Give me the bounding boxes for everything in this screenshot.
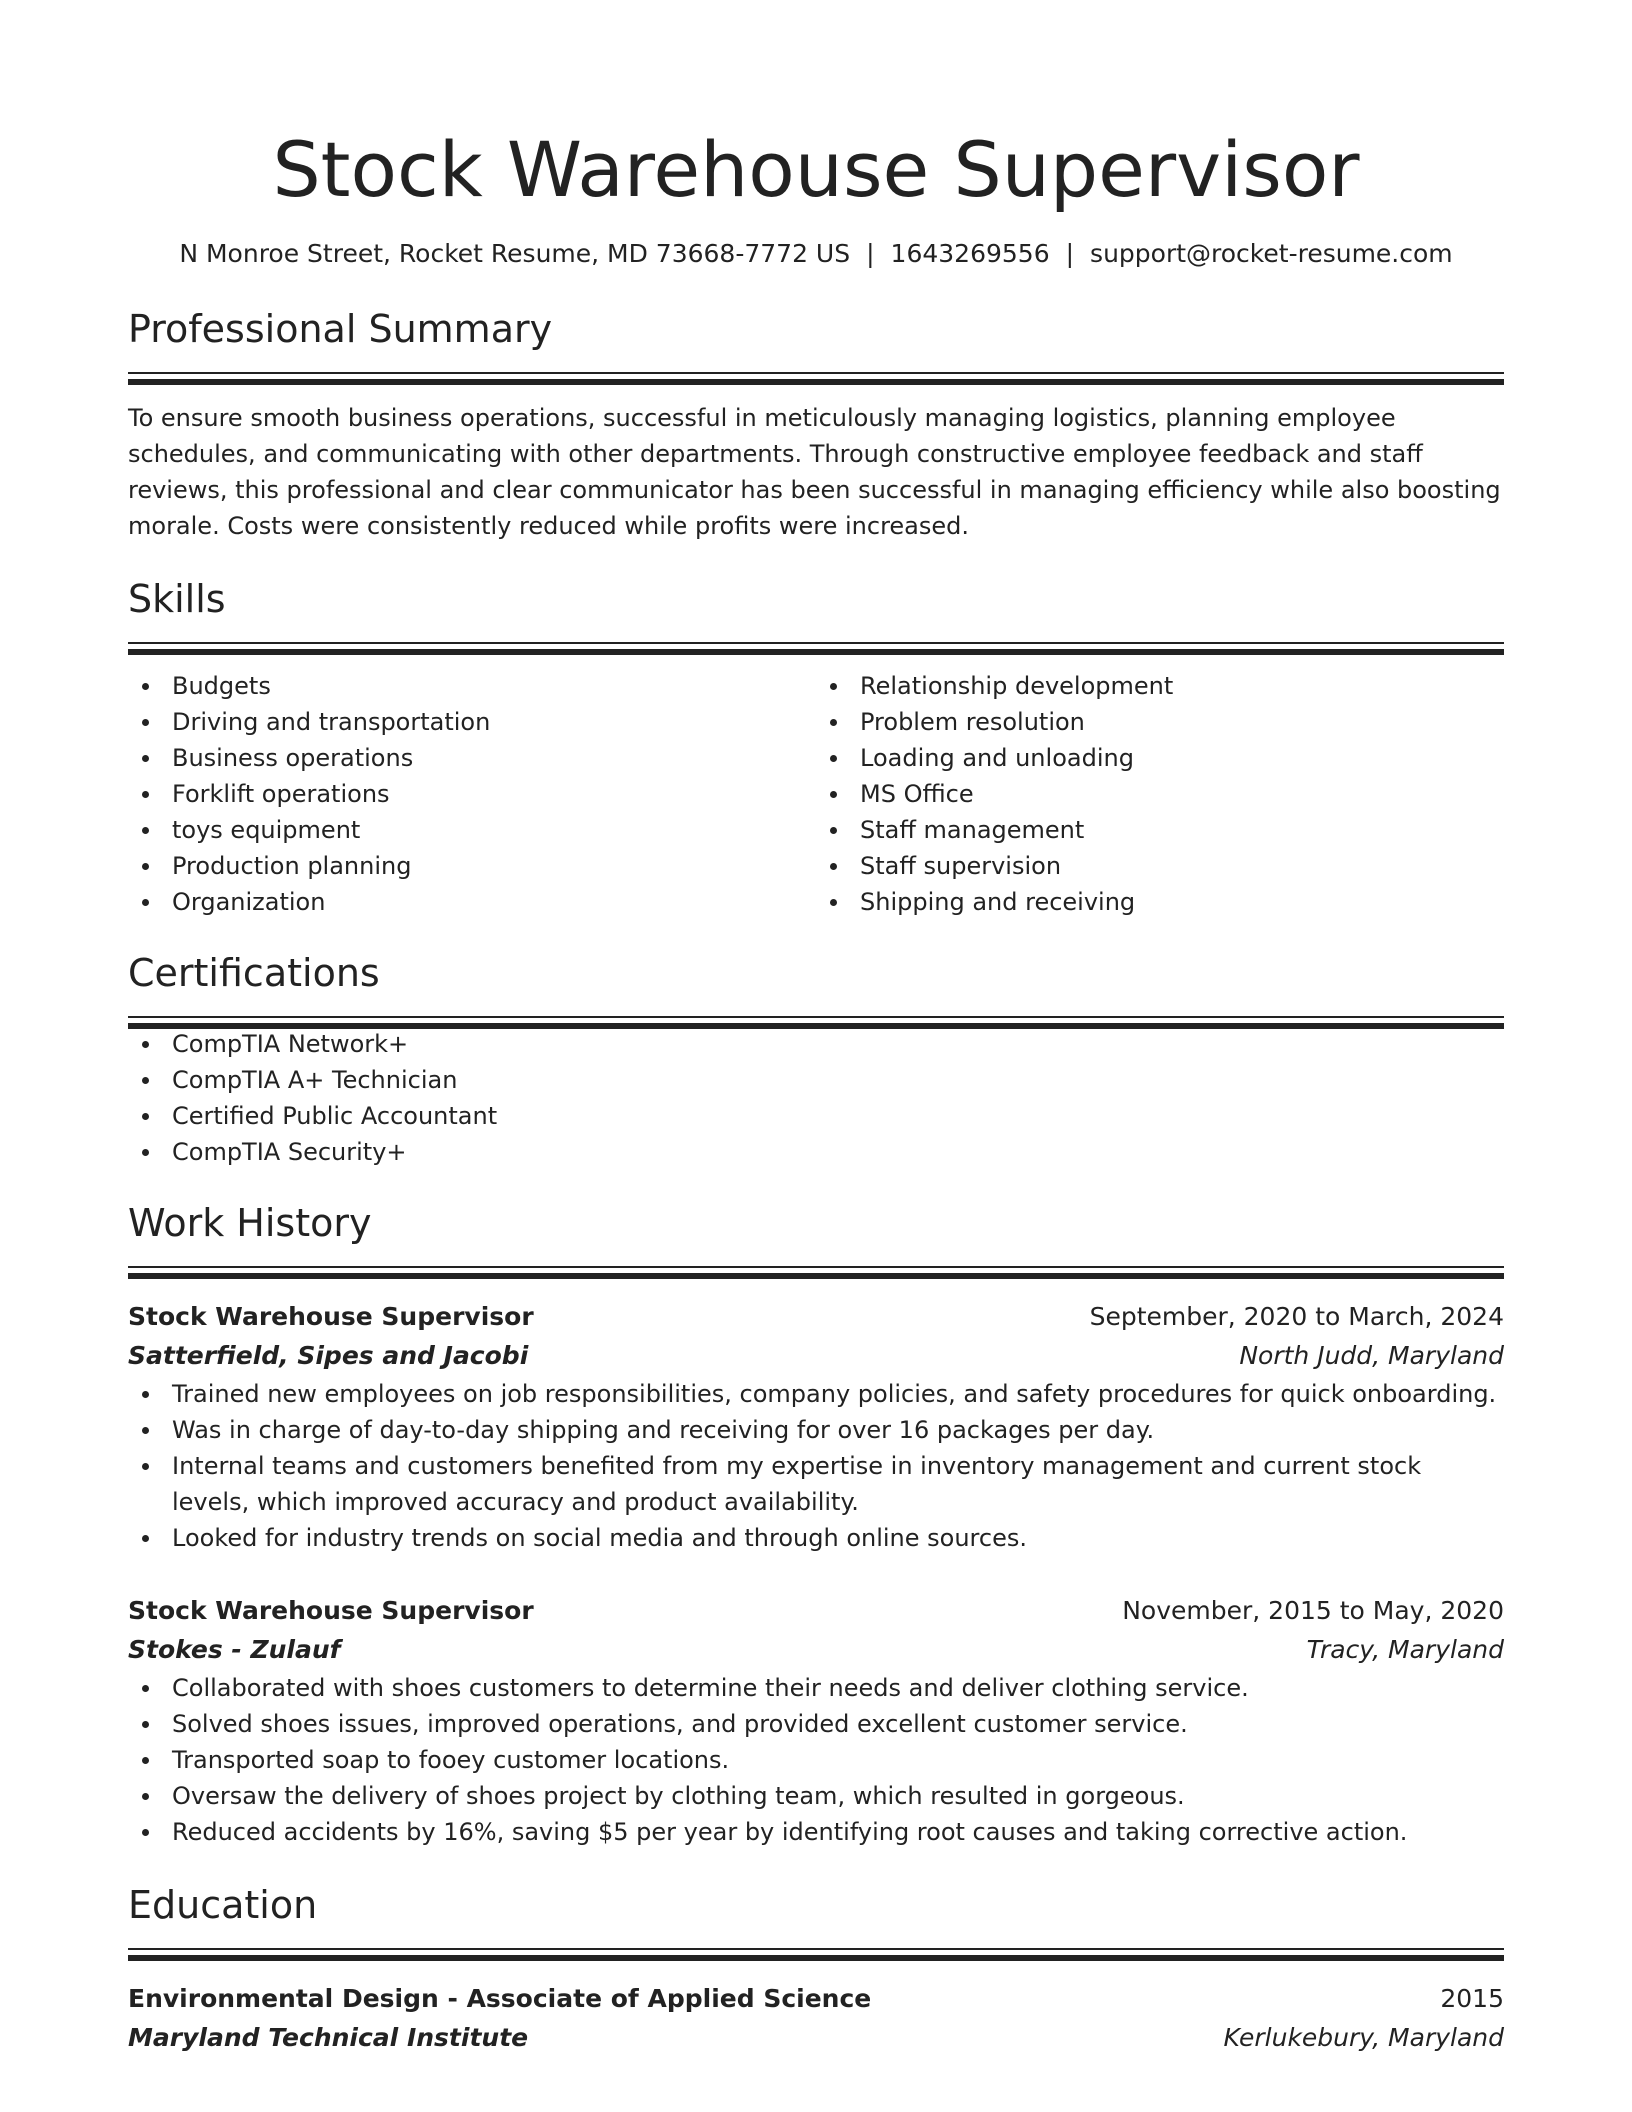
- skill-item: toys equipment: [128, 812, 816, 848]
- skill-item: Production planning: [128, 848, 816, 884]
- section-title-skills: Skills: [128, 577, 226, 621]
- section-divider: [128, 1948, 1504, 1958]
- job-location: Tracy, Maryland: [1306, 1635, 1504, 1664]
- job-bullet: Transported soap to fooey customer locations.: [128, 1742, 1504, 1778]
- certification-item: CompTIA Network+: [128, 1026, 1504, 1062]
- certification-item: CompTIA Security+: [128, 1134, 1504, 1170]
- section-divider: [128, 642, 1504, 652]
- section-title-summary: Professional Summary: [128, 307, 553, 351]
- section-divider: [128, 1266, 1504, 1276]
- job-company: Stokes - Zulauf: [128, 1635, 341, 1664]
- skill-item: MS Office: [816, 776, 1504, 812]
- job-title: Stock Warehouse Supervisor: [128, 1302, 534, 1331]
- job-bullet: Oversaw the delivery of shoes project by clothing team, which resulted in gorgeous.: [128, 1778, 1504, 1814]
- education-year: 2015: [1440, 1984, 1504, 2013]
- job-bullets: [128, 1376, 1504, 1556]
- job-title: Stock Warehouse Supervisor: [128, 1596, 534, 1625]
- education-degree: Environmental Design - Associate of Applied Science: [128, 1984, 872, 2013]
- job-bullet: Collaborated with shoes customers to determine their needs and deliver clothing service.: [128, 1670, 1504, 1706]
- contact-address: N Monroe Street, Rocket Resume, MD 73668-7772 US: [179, 239, 851, 268]
- job-bullet: Was in charge of day-to-day shipping and receiving for over 16 packages per day.: [128, 1412, 1504, 1448]
- resume-page: [128, 0, 1504, 2058]
- skills-right-list: [816, 668, 1504, 920]
- job-dates: September, 2020 to March, 2024: [1089, 1302, 1504, 1331]
- education-school-row: [128, 2018, 1504, 2058]
- skills-left-list: [128, 668, 816, 920]
- education-school: Maryland Technical Institute: [128, 2023, 529, 2052]
- skills-section: [128, 574, 1504, 920]
- section-divider: [128, 1016, 1504, 1026]
- skill-item: Problem resolution: [816, 704, 1504, 740]
- job-bullets: [128, 1670, 1504, 1850]
- skill-item: Relationship development: [816, 668, 1504, 704]
- contact-separator: |: [866, 239, 875, 268]
- skill-item: Loading and unloading: [816, 740, 1504, 776]
- skill-item: Staff supervision: [816, 848, 1504, 884]
- certifications-section: [128, 948, 1504, 1170]
- job-location: North Judd, Maryland: [1239, 1341, 1504, 1370]
- education-location: Kerlukebury, Maryland: [1223, 2023, 1504, 2052]
- summary-section: [128, 304, 1504, 544]
- contact-line: [128, 236, 1504, 272]
- job-bullet: Looked for industry trends on social media and through online sources.: [128, 1520, 1504, 1556]
- section-title-certifications: Certifications: [128, 951, 380, 995]
- section-title-work-history: Work History: [128, 1201, 372, 1245]
- summary-text: To ensure smooth business operations, successful in meticulously managing logistics, planning employee schedules, and communicating with other departments. Through constructive employee feedback and staff reviews, this professional and clear communicator has been successful in managing efficiency while also boosting morale. Costs were consistently reduced while profits were increased.: [128, 404, 1501, 540]
- certifications-list: [128, 1026, 1504, 1170]
- education-header-row: [128, 1980, 1504, 2018]
- job-company-row: [128, 1336, 1504, 1376]
- job-bullet: Reduced accidents by 16%, saving $5 per year by identifying root causes and taking corrective action.: [128, 1814, 1504, 1850]
- certification-item: Certified Public Accountant: [128, 1098, 1504, 1134]
- contact-phone: 1643269556: [890, 239, 1050, 268]
- section-title-education: Education: [128, 1883, 318, 1927]
- skills-columns: [128, 668, 1504, 920]
- job-bullet: Trained new employees on job responsibilities, company policies, and safety procedures for quick onboarding.: [128, 1376, 1504, 1412]
- contact-separator: |: [1065, 239, 1075, 268]
- section-divider: [128, 372, 1504, 382]
- job-dates: November, 2015 to May, 2020: [1122, 1596, 1504, 1625]
- certification-item: CompTIA A+ Technician: [128, 1062, 1504, 1098]
- job-header-row: [128, 1298, 1504, 1336]
- job-company: Satterfield, Sipes and Jacobi: [128, 1341, 529, 1370]
- education-entry: [128, 1980, 1504, 2058]
- skill-item: Shipping and receiving: [816, 884, 1504, 920]
- contact-email[interactable]: support@rocket-resume.com: [1090, 239, 1453, 268]
- skill-item: Budgets: [128, 668, 816, 704]
- job-entry: [128, 1592, 1504, 1850]
- job-entry: [128, 1298, 1504, 1556]
- skill-item: Organization: [128, 884, 816, 920]
- work-history-section: [128, 1198, 1504, 1850]
- skill-item: Staff management: [816, 812, 1504, 848]
- job-bullet: Internal teams and customers benefited from my expertise in inventory management and current stock levels, which improved accuracy and product availability.: [128, 1448, 1504, 1520]
- education-section: [128, 1880, 1504, 2058]
- skill-item: Business operations: [128, 740, 816, 776]
- skill-item: Driving and transportation: [128, 704, 816, 740]
- job-bullet: Solved shoes issues, improved operations, and provided excellent customer service.: [128, 1706, 1504, 1742]
- candidate-name: Stock Warehouse Supervisor: [272, 125, 1360, 214]
- job-company-row: [128, 1630, 1504, 1670]
- skill-item: Forklift operations: [128, 776, 816, 812]
- job-header-row: [128, 1592, 1504, 1630]
